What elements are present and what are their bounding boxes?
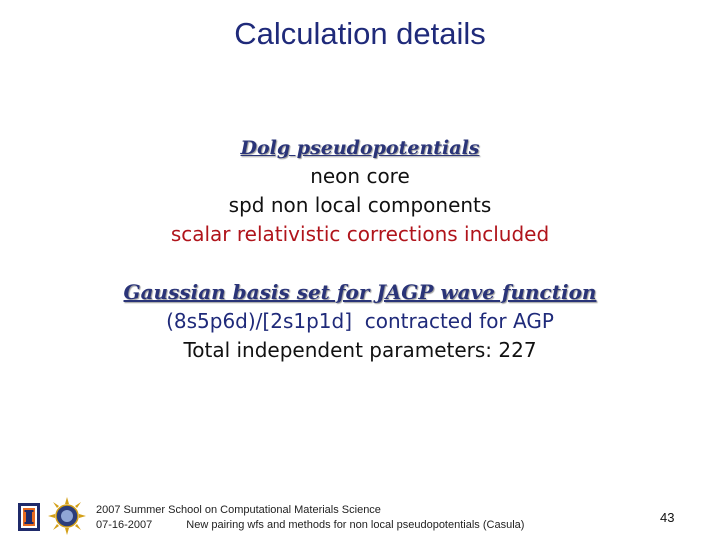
section-heading-pseudopotentials: Dolg pseudopotentials <box>240 137 480 159</box>
section-gaussian <box>0 280 720 304</box>
footer-school-name: 2007 Summer School on Computational Materials Science <box>96 504 381 516</box>
text-relativistic-corrections: scalar relativistic corrections included <box>170 222 550 246</box>
footer-date: 07-16-2007 <box>96 519 153 531</box>
footer-text <box>96 503 524 533</box>
text-neon-core: neon core <box>310 164 410 188</box>
illinois-logo-icon <box>18 503 40 531</box>
section-dolg <box>0 137 720 159</box>
page-number: 43 <box>660 510 675 525</box>
section-heading-gaussian-basis: Gaussian basis set for JAGP wave function <box>123 280 597 304</box>
text-contracted-basis: (8s5p6d)/[2s1p1d] contracted for AGP <box>166 309 554 333</box>
footer-talk-title: New pairing wfs and methods for non local pseudopotentials (Casula) <box>186 519 525 531</box>
school-seal-icon <box>48 497 86 535</box>
text-spd-components: spd non local components <box>228 193 492 217</box>
section-dolg-lines <box>0 162 720 249</box>
slide-title: Calculation details <box>234 16 486 51</box>
section-gaussian-lines <box>0 307 720 365</box>
text-total-parameters: Total independent parameters: 227 <box>183 338 537 362</box>
